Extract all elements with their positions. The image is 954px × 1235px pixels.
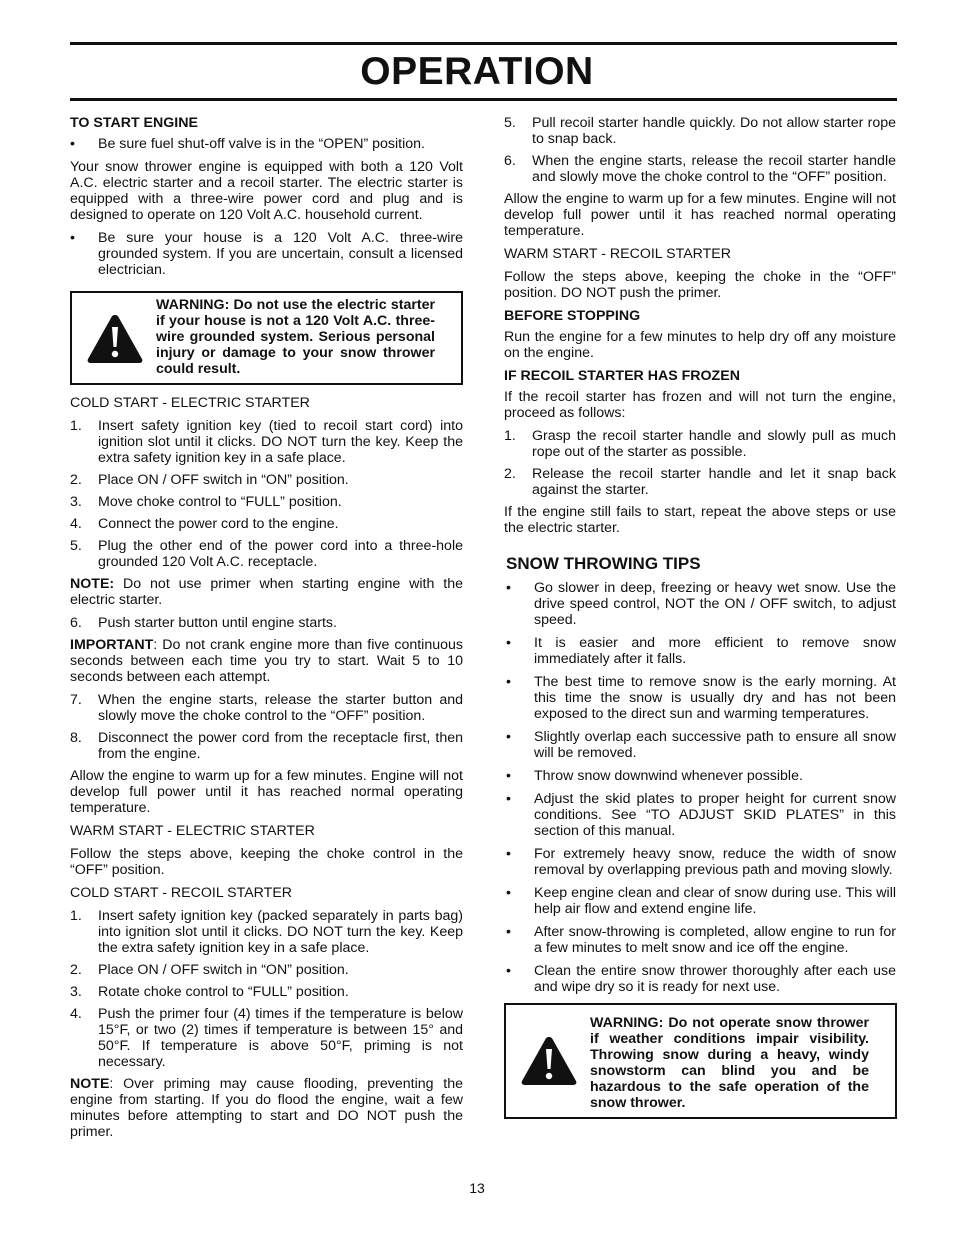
list-item: 4. Push the primer four (4) times if the temperature is below 15°F, or two (2) times if temperature is between 15° and 50°F. If temperature is above 50°F, priming is not necessary.: [70, 1006, 463, 1070]
before-stopping-heading: BEFORE STOPPING: [504, 308, 641, 324]
list-item: • The best time to remove snow is the early morning. At this time the snow is usually dry and has not been exposed to the direct sun and warming temperatures.: [506, 674, 896, 722]
list-item: • After snow-throwing is completed, allow engine to run for a few minutes to melt snow and ice off the engine.: [506, 924, 896, 956]
before-stopping-text: Run the engine for a few minutes to help dry off any moisture on the engine.: [504, 329, 896, 361]
cold-start-electric-steps: [70, 418, 463, 570]
list-item: 1. Grasp the recoil starter handle and slowly pull as much rope out of the starter as possible.: [504, 428, 896, 460]
warning-box-electric: [70, 291, 463, 385]
snow-throwing-tips-heading: SNOW THROWING TIPS: [506, 554, 701, 573]
cold-start-electric-heading: COLD START - ELECTRIC STARTER: [70, 395, 310, 411]
list-item: 1. Insert safety ignition key (tied to recoil start cord) into ignition slot until it clicks. DO NOT turn the key. Keep the extra safety ignition key in a safe place.: [70, 418, 463, 466]
left-column: [70, 115, 463, 1147]
warm-start-recoil-heading: WARM START - RECOIL STARTER: [504, 246, 732, 262]
warmup-paragraph: Allow the engine to warm up for a few minutes. Engine will not develop full power until it has reached normal operating temperature.: [70, 768, 463, 816]
frozen-intro: If the recoil starter has frozen and will not turn the engine, proceed as follows:: [504, 389, 896, 421]
title-underline: [70, 98, 897, 101]
frozen-outro: If the engine still fails to start, repeat the above steps or use the electric starter.: [504, 504, 896, 536]
list-item: 6. Push starter button until engine starts.: [70, 615, 337, 631]
warning-box-visibility: [504, 1003, 897, 1119]
start-engine-heading: TO START ENGINE: [70, 115, 198, 131]
list-item: 5. Plug the other end of the power cord into a three-hole grounded 120 Volt A.C. receptacle.: [70, 538, 463, 570]
house-bullet: • Be sure your house is a 120 Volt A.C. three-wire grounded system. If you are uncertain, consult a licensed electrician.: [70, 230, 463, 278]
list-item: 5. Pull recoil starter handle quickly. Do not allow starter rope to snap back.: [504, 115, 896, 147]
intro-paragraph: Your snow thrower engine is equipped with both a 120 Volt A.C. electric starter and a recoil starter. The electric starter is equipped with a three-wire power cord and plug and is designed to operate on 120 Volt A.C. household current.: [70, 159, 463, 223]
frozen-starter-heading: IF RECOIL STARTER HAS FROZEN: [504, 368, 740, 384]
list-item: 3. Rotate choke control to “FULL” position.: [70, 984, 349, 1000]
note-primer: NOTE: Do not use primer when starting engine with the electric starter.: [70, 576, 463, 608]
list-item: 4. Connect the power cord to the engine.: [70, 516, 339, 532]
right-column: [504, 115, 896, 1119]
warning-text-visibility: WARNING: Do not operate snow thrower if weather conditions impair visibility. Throwing snow during a heavy, windy snowstorm can blind you and be hazardous to the safe operation of the snow thrower.: [590, 1015, 869, 1111]
warning-triangle-icon: [86, 313, 144, 365]
list-item: • Throw snow downwind whenever possible.: [506, 768, 803, 784]
warmup-paragraph: Allow the engine to warm up for a few minutes. Engine will not develop full power until it has reached normal operating temperature.: [504, 191, 896, 239]
warning-text-electric: WARNING: Do not use the electric starter if your house is not a 120 Volt A.C. three-wire grounded system. Serious personal injury or damage to your snow thrower could result.: [156, 297, 435, 377]
cold-start-recoil-heading: COLD START - RECOIL STARTER: [70, 885, 293, 901]
fuel-bullet: • Be sure fuel shut-off valve is in the “OPEN” position.: [70, 136, 425, 152]
list-item: 2. Place ON / OFF switch in “ON” position.: [70, 962, 349, 978]
list-item: • Clean the entire snow thrower thoroughly after each use and wipe dry so it is ready for next use.: [506, 963, 896, 995]
list-item: 8. Disconnect the power cord from the receptacle first, then from the engine.: [70, 730, 463, 762]
list-item: • Go slower in deep, freezing or heavy wet snow. Use the drive speed control, NOT the ON / OFF switch, to adjust speed.: [506, 580, 896, 628]
list-item: 1. Insert safety ignition key (packed separately in parts bag) into ignition slot until it clicks. DO NOT turn the key. Keep the extra safety ignition key in a safe place.: [70, 908, 463, 956]
list-item: 6. When the engine starts, release the recoil starter handle and slowly move the choke control to the “OFF” position.: [504, 153, 896, 185]
list-item: 2. Release the recoil starter handle and let it snap back against the starter.: [504, 466, 896, 498]
warning-triangle-icon: [520, 1035, 578, 1087]
top-rule: [70, 42, 897, 45]
list-item: • Adjust the skid plates to proper height for current snow conditions. See “TO ADJUST SKID PLATES” in this section of this manual.: [506, 791, 896, 839]
list-item: 2. Place ON / OFF switch in “ON” position.: [70, 472, 349, 488]
note-over-priming: NOTE: Over priming may cause flooding, preventing the engine from starting. If you do flood the engine, wait a few minutes before attempting to start and DO NOT push the primer.: [70, 1076, 463, 1140]
list-item: 3. Move choke control to “FULL” position.: [70, 494, 342, 510]
tips-list: [504, 580, 896, 995]
warm-start-recoil-text: Follow the steps above, keeping the choke in the “OFF” position. DO NOT push the primer.: [504, 269, 896, 301]
list-item: • Slightly overlap each successive path to ensure all snow will be removed.: [506, 729, 896, 761]
list-item: • It is easier and more efficient to remove snow immediately after it falls.: [506, 635, 896, 667]
warm-start-electric-heading: WARM START - ELECTRIC STARTER: [70, 823, 315, 839]
list-item: 7. When the engine starts, release the starter button and slowly move the choke control to the “OFF” position.: [70, 692, 463, 724]
warm-start-electric-text: Follow the steps above, keeping the choke control in the “OFF” position.: [70, 846, 463, 878]
page-title: OPERATION: [360, 50, 594, 93]
page-number: 13: [469, 1180, 485, 1196]
important-note: IMPORTANT: Do not crank engine more than five continuous seconds between each time you try to start. Wait 5 to 10 seconds between each attempt.: [70, 637, 463, 685]
list-item: • For extremely heavy snow, reduce the width of snow removal by overlapping previous path and moving slowly.: [506, 846, 896, 878]
list-item: • Keep engine clean and clear of snow during use. This will help air flow and extend engine life.: [506, 885, 896, 917]
